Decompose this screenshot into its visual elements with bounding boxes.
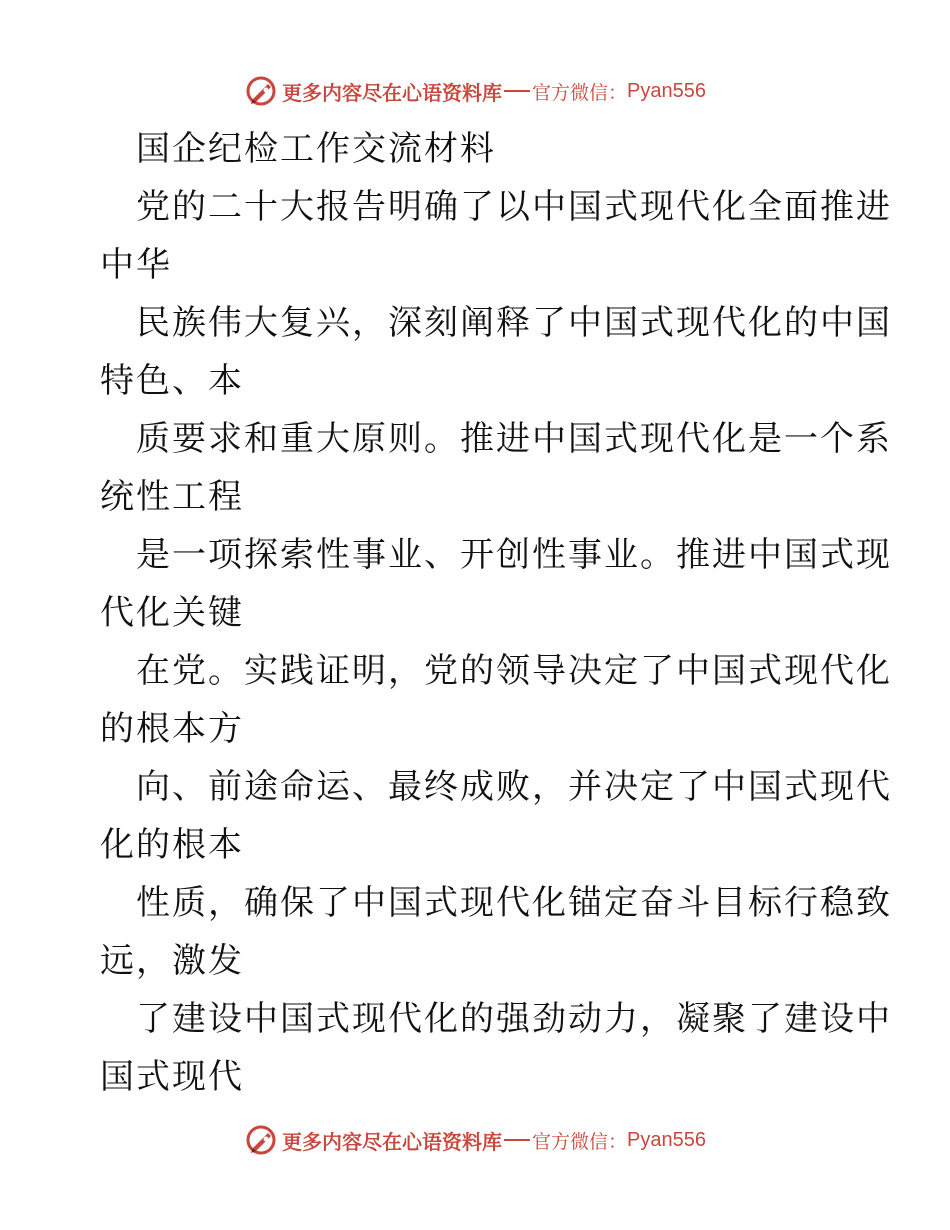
document-title: 国企纪检工作交流材料 (136, 129, 496, 169)
paragraph-line: 的根本方 (100, 709, 244, 749)
watermark-banner-bottom (0, 1120, 950, 1160)
watermark-wechat-label: 官方微信： (532, 1130, 628, 1153)
paragraph-line: 特色、本 (100, 361, 244, 401)
watermark-wechat-id: Pyan556 (627, 79, 706, 102)
paragraph-line: 性质，确保了中国式现代化锚定奋斗目标行稳致 (136, 883, 892, 923)
paragraph-line: 党的二十大报告明确了以中国式现代化全面推进 (136, 187, 892, 227)
paragraph-line: 是一项探索性事业、开创性事业。推进中国式现 (136, 535, 892, 575)
pen-logo-icon (244, 74, 278, 108)
watermark-wechat-label: 官方微信： (532, 81, 628, 104)
paragraph-line: 远，激发 (100, 941, 244, 981)
watermark-wechat-id: Pyan556 (627, 1128, 706, 1151)
watermark-site-text: 更多内容尽在心语资料库 (282, 80, 502, 105)
paragraph-line: 中华 (100, 245, 172, 285)
paragraph-line: 化的根本 (100, 825, 244, 865)
paragraph-line: 在党。实践证明，党的领导决定了中国式现代化 (136, 651, 892, 691)
watermark-dash (504, 1139, 530, 1141)
paragraph-line: 质要求和重大原则。推进中国式现代化是一个系 (136, 419, 892, 459)
paragraph-line: 国式现代 (100, 1057, 244, 1097)
watermark-dash (504, 90, 530, 92)
paragraph-line: 了建设中国式现代化的强劲动力，凝聚了建设中 (136, 999, 892, 1039)
paragraph-line: 代化关键 (100, 593, 244, 633)
pen-logo-icon (244, 1123, 278, 1157)
paragraph-line: 民族伟大复兴，深刻阐释了中国式现代化的中国 (136, 303, 892, 343)
document-body (100, 120, 892, 1106)
watermark-banner-top (0, 71, 950, 111)
watermark-site-text: 更多内容尽在心语资料库 (282, 1129, 502, 1154)
paragraph-line: 统性工程 (100, 477, 244, 517)
paragraph-line: 向、前途命运、最终成败，并决定了中国式现代 (136, 767, 892, 807)
